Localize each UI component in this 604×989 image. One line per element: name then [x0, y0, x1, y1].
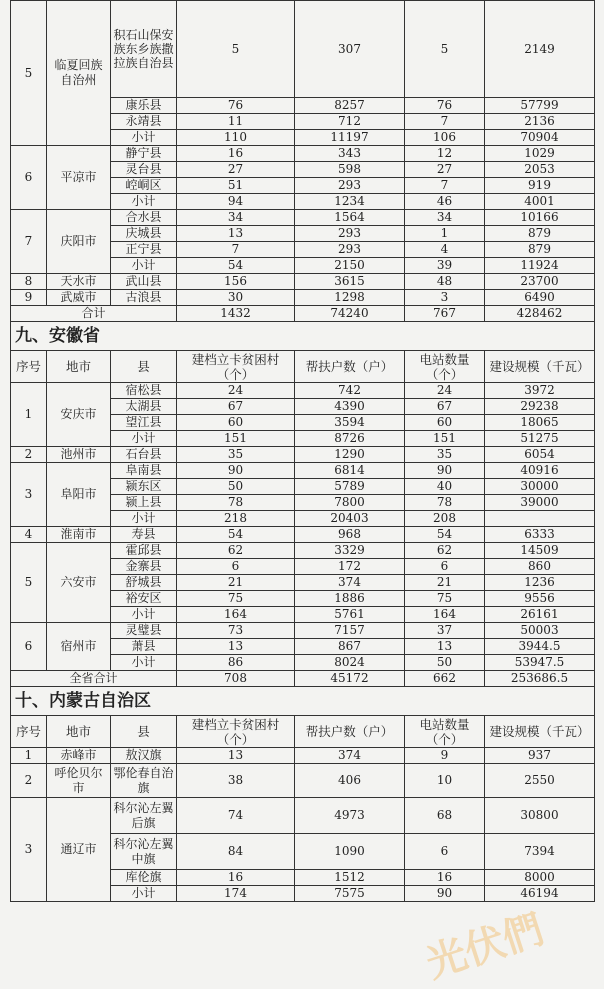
scale-cell: 2136: [485, 114, 595, 130]
households-cell: 293: [295, 242, 405, 258]
stations-cell: 39: [405, 258, 485, 274]
villages-cell: 34: [177, 210, 295, 226]
county-cell: 小计: [111, 194, 177, 210]
table-row: [11, 463, 595, 479]
stations-cell: 7: [405, 178, 485, 194]
households-cell: 1090: [295, 834, 405, 870]
scale-cell: 2149: [485, 1, 595, 98]
header-row: [11, 351, 595, 383]
scale-cell: 39000: [485, 495, 595, 511]
stations-cell: 54: [405, 527, 485, 543]
scale-cell: 1029: [485, 146, 595, 162]
households-cell: 1564: [295, 210, 405, 226]
stations-cell: 12: [405, 146, 485, 162]
villages-cell: 21: [177, 575, 295, 591]
county-cell: 金寨县: [111, 559, 177, 575]
households-cell: 4390: [295, 399, 405, 415]
villages-cell: 73: [177, 623, 295, 639]
households-cell: 7575: [295, 886, 405, 902]
county-cell: 古浪县: [111, 290, 177, 306]
header-villages: 建档立卡贫困村（个）: [177, 351, 295, 383]
scale-cell: 2053: [485, 162, 595, 178]
households-cell: 1512: [295, 870, 405, 886]
scale-cell: 50003: [485, 623, 595, 639]
table-row: [11, 290, 595, 306]
villages-cell: 16: [177, 146, 295, 162]
stations-cell: 9: [405, 748, 485, 764]
city-cell: 淮南市: [47, 527, 111, 543]
section-title-inner-mongolia: 十、内蒙古自治区: [11, 687, 595, 716]
county-cell: 静宁县: [111, 146, 177, 162]
stations-cell: 35: [405, 447, 485, 463]
households-cell: 20403: [295, 511, 405, 527]
city-cell: 池州市: [47, 447, 111, 463]
table-row: [11, 543, 595, 559]
county-cell: 永靖县: [111, 114, 177, 130]
households-cell: 7157: [295, 623, 405, 639]
section-heading-row: [11, 687, 595, 716]
stations-cell: 767: [405, 306, 485, 322]
county-cell: 阜南县: [111, 463, 177, 479]
stations-cell: 7: [405, 114, 485, 130]
row-no: 1: [11, 748, 47, 764]
header-households: 帮扶户数（户）: [295, 716, 405, 748]
stations-cell: 34: [405, 210, 485, 226]
villages-cell: 1432: [177, 306, 295, 322]
county-cell: 庆城县: [111, 226, 177, 242]
scale-cell: 26161: [485, 607, 595, 623]
table-row: [11, 527, 595, 543]
row-no: 6: [11, 623, 47, 671]
county-cell: 灵台县: [111, 162, 177, 178]
villages-cell: 51: [177, 178, 295, 194]
scale-cell: 14509: [485, 543, 595, 559]
header-no: 序号: [11, 716, 47, 748]
households-cell: 712: [295, 114, 405, 130]
county-cell: 望江县: [111, 415, 177, 431]
county-cell: 灵璧县: [111, 623, 177, 639]
stations-cell: 13: [405, 639, 485, 655]
scale-cell: 3944.5: [485, 639, 595, 655]
villages-cell: 54: [177, 527, 295, 543]
villages-cell: 11: [177, 114, 295, 130]
header-scale: 建设规模（千瓦）: [485, 716, 595, 748]
scale-cell: 29238: [485, 399, 595, 415]
row-no: 5: [11, 543, 47, 623]
county-cell: 小计: [111, 886, 177, 902]
villages-cell: 218: [177, 511, 295, 527]
households-cell: 968: [295, 527, 405, 543]
stations-cell: 208: [405, 511, 485, 527]
row-no: 9: [11, 290, 47, 306]
stations-cell: 24: [405, 383, 485, 399]
scale-cell: 46194: [485, 886, 595, 902]
stations-cell: 76: [405, 98, 485, 114]
total-label: 全省合计: [11, 671, 177, 687]
row-no: 5: [11, 1, 47, 146]
scale-cell: 8000: [485, 870, 595, 886]
households-cell: 3594: [295, 415, 405, 431]
county-cell: 正宁县: [111, 242, 177, 258]
row-no: 1: [11, 383, 47, 447]
city-cell: 宿州市: [47, 623, 111, 671]
stations-cell: 164: [405, 607, 485, 623]
total-label: 合计: [11, 306, 177, 322]
table-row: [11, 623, 595, 639]
scale-cell: 6054: [485, 447, 595, 463]
households-cell: 6814: [295, 463, 405, 479]
stations-cell: 48: [405, 274, 485, 290]
county-cell: 科尔沁左翼中旗: [111, 834, 177, 870]
county-cell: 裕安区: [111, 591, 177, 607]
county-cell: 小计: [111, 130, 177, 146]
villages-cell: 94: [177, 194, 295, 210]
stations-cell: 5: [405, 1, 485, 98]
households-cell: 867: [295, 639, 405, 655]
city-cell: 天水市: [47, 274, 111, 290]
villages-cell: 6: [177, 559, 295, 575]
households-cell: 598: [295, 162, 405, 178]
villages-cell: 38: [177, 764, 295, 798]
villages-cell: 86: [177, 655, 295, 671]
scale-cell: 70904: [485, 130, 595, 146]
table-row: [11, 274, 595, 290]
stations-cell: 21: [405, 575, 485, 591]
stations-cell: 90: [405, 463, 485, 479]
table-row: [11, 447, 595, 463]
households-cell: 1298: [295, 290, 405, 306]
table-row: [11, 210, 595, 226]
scale-cell: 51275: [485, 431, 595, 447]
villages-cell: 24: [177, 383, 295, 399]
header-county: 县: [111, 716, 177, 748]
households-cell: 8024: [295, 655, 405, 671]
households-cell: 343: [295, 146, 405, 162]
villages-cell: 7: [177, 242, 295, 258]
stations-cell: 60: [405, 415, 485, 431]
stations-cell: 27: [405, 162, 485, 178]
row-no: 4: [11, 527, 47, 543]
scale-cell: 4001: [485, 194, 595, 210]
villages-cell: 67: [177, 399, 295, 415]
county-cell: 崆峒区: [111, 178, 177, 194]
villages-cell: 76: [177, 98, 295, 114]
villages-cell: 62: [177, 543, 295, 559]
header-scale: 建设规模（千瓦）: [485, 351, 595, 383]
stations-cell: 37: [405, 623, 485, 639]
header-no: 序号: [11, 351, 47, 383]
villages-cell: 16: [177, 870, 295, 886]
scale-cell: 23700: [485, 274, 595, 290]
stations-cell: 90: [405, 886, 485, 902]
scale-cell: 937: [485, 748, 595, 764]
stations-cell: 62: [405, 543, 485, 559]
row-no: 2: [11, 764, 47, 798]
villages-cell: 13: [177, 226, 295, 242]
villages-cell: 164: [177, 607, 295, 623]
county-cell: 小计: [111, 655, 177, 671]
villages-cell: 74: [177, 798, 295, 834]
header-stations: 电站数量（个）: [405, 716, 485, 748]
scale-cell: 30800: [485, 798, 595, 834]
households-cell: 4973: [295, 798, 405, 834]
scale-cell: 53947.5: [485, 655, 595, 671]
table-row: [11, 764, 595, 798]
stations-cell: 6: [405, 834, 485, 870]
city-cell: 呼伦贝尔市: [47, 764, 111, 798]
header-households: 帮扶户数（户）: [295, 351, 405, 383]
stations-cell: 3: [405, 290, 485, 306]
households-cell: 5789: [295, 479, 405, 495]
scale-cell: 879: [485, 226, 595, 242]
households-cell: 8726: [295, 431, 405, 447]
city-cell: 临夏回族自治州: [47, 1, 111, 146]
stations-cell: 75: [405, 591, 485, 607]
county-cell: 敖汉旗: [111, 748, 177, 764]
households-cell: 2150: [295, 258, 405, 274]
row-no: 2: [11, 447, 47, 463]
households-cell: 45172: [295, 671, 405, 687]
scale-cell: 919: [485, 178, 595, 194]
watermark-logo: 光伏們: [420, 906, 550, 988]
county-cell: 小计: [111, 607, 177, 623]
county-cell: 鄂伦春自治旗: [111, 764, 177, 798]
row-no: 7: [11, 210, 47, 274]
scale-cell: 7394: [485, 834, 595, 870]
city-cell: 阜阳市: [47, 463, 111, 527]
scale-cell: 2550: [485, 764, 595, 798]
county-cell: 武山县: [111, 274, 177, 290]
households-cell: 293: [295, 178, 405, 194]
scale-cell: 30000: [485, 479, 595, 495]
households-cell: 374: [295, 748, 405, 764]
county-cell: 颍东区: [111, 479, 177, 495]
villages-cell: 13: [177, 748, 295, 764]
stations-cell: 46: [405, 194, 485, 210]
villages-cell: 13: [177, 639, 295, 655]
scale-cell: 11924: [485, 258, 595, 274]
stations-cell: 4: [405, 242, 485, 258]
scale-cell: 1236: [485, 575, 595, 591]
households-cell: 1290: [295, 447, 405, 463]
villages-cell: 84: [177, 834, 295, 870]
villages-cell: 60: [177, 415, 295, 431]
city-cell: 平凉市: [47, 146, 111, 210]
households-cell: 74240: [295, 306, 405, 322]
table-row: [11, 1, 595, 98]
city-cell: 庆阳市: [47, 210, 111, 274]
scale-cell: 428462: [485, 306, 595, 322]
villages-cell: 90: [177, 463, 295, 479]
villages-cell: 5: [177, 1, 295, 98]
villages-cell: 35: [177, 447, 295, 463]
scale-cell: [485, 511, 595, 527]
county-cell: 太湖县: [111, 399, 177, 415]
villages-cell: 78: [177, 495, 295, 511]
city-cell: 安庆市: [47, 383, 111, 447]
scale-cell: 879: [485, 242, 595, 258]
households-cell: 742: [295, 383, 405, 399]
households-cell: 172: [295, 559, 405, 575]
stations-cell: 6: [405, 559, 485, 575]
villages-cell: 151: [177, 431, 295, 447]
header-city: 地市: [47, 351, 111, 383]
households-cell: 1234: [295, 194, 405, 210]
county-cell: 积石山保安族东乡族撒拉族自治县: [111, 1, 177, 98]
households-cell: 307: [295, 1, 405, 98]
county-cell: 石台县: [111, 447, 177, 463]
stations-cell: 68: [405, 798, 485, 834]
city-cell: 武威市: [47, 290, 111, 306]
households-cell: 1886: [295, 591, 405, 607]
stations-cell: 50: [405, 655, 485, 671]
table-row: [11, 383, 595, 399]
scale-cell: 9556: [485, 591, 595, 607]
stations-cell: 1: [405, 226, 485, 242]
county-cell: 颍上县: [111, 495, 177, 511]
row-no: 8: [11, 274, 47, 290]
section-title-anhui: 九、安徽省: [11, 322, 595, 351]
total-row: [11, 671, 595, 687]
county-cell: 霍邱县: [111, 543, 177, 559]
city-cell: 赤峰市: [47, 748, 111, 764]
county-cell: 科尔沁左翼后旗: [111, 798, 177, 834]
scale-cell: 40916: [485, 463, 595, 479]
scale-cell: 860: [485, 559, 595, 575]
city-cell: 通辽市: [47, 798, 111, 902]
header-stations: 电站数量（个）: [405, 351, 485, 383]
stations-cell: 16: [405, 870, 485, 886]
poverty-pv-table: [10, 0, 595, 902]
city-cell: 六安市: [47, 543, 111, 623]
households-cell: 8257: [295, 98, 405, 114]
header-county: 县: [111, 351, 177, 383]
scale-cell: 3972: [485, 383, 595, 399]
scale-cell: 57799: [485, 98, 595, 114]
households-cell: 5761: [295, 607, 405, 623]
villages-cell: 27: [177, 162, 295, 178]
county-cell: 宿松县: [111, 383, 177, 399]
county-cell: 寿县: [111, 527, 177, 543]
county-cell: 舒城县: [111, 575, 177, 591]
scale-cell: 6333: [485, 527, 595, 543]
header-villages: 建档立卡贫困村（个）: [177, 716, 295, 748]
stations-cell: 78: [405, 495, 485, 511]
stations-cell: 67: [405, 399, 485, 415]
stations-cell: 106: [405, 130, 485, 146]
households-cell: 406: [295, 764, 405, 798]
row-no: 3: [11, 798, 47, 902]
scale-cell: 10166: [485, 210, 595, 226]
stations-cell: 151: [405, 431, 485, 447]
county-cell: 小计: [111, 511, 177, 527]
villages-cell: 110: [177, 130, 295, 146]
table-row: [11, 748, 595, 764]
households-cell: 11197: [295, 130, 405, 146]
scale-cell: 253686.5: [485, 671, 595, 687]
households-cell: 374: [295, 575, 405, 591]
scale-cell: 6490: [485, 290, 595, 306]
county-cell: 小计: [111, 258, 177, 274]
villages-cell: 30: [177, 290, 295, 306]
row-no: 6: [11, 146, 47, 210]
total-row: [11, 306, 595, 322]
households-cell: 3329: [295, 543, 405, 559]
table-row: [11, 146, 595, 162]
section-heading-row: [11, 322, 595, 351]
header-row: [11, 716, 595, 748]
households-cell: 3615: [295, 274, 405, 290]
scale-cell: 18065: [485, 415, 595, 431]
villages-cell: 75: [177, 591, 295, 607]
row-no: 3: [11, 463, 47, 527]
stations-cell: 40: [405, 479, 485, 495]
households-cell: 293: [295, 226, 405, 242]
county-cell: 小计: [111, 431, 177, 447]
stations-cell: 662: [405, 671, 485, 687]
villages-cell: 156: [177, 274, 295, 290]
header-city: 地市: [47, 716, 111, 748]
villages-cell: 174: [177, 886, 295, 902]
county-cell: 库伦旗: [111, 870, 177, 886]
stations-cell: 10: [405, 764, 485, 798]
villages-cell: 50: [177, 479, 295, 495]
county-cell: 合水县: [111, 210, 177, 226]
villages-cell: 54: [177, 258, 295, 274]
county-cell: 萧县: [111, 639, 177, 655]
county-cell: 康乐县: [111, 98, 177, 114]
households-cell: 7800: [295, 495, 405, 511]
villages-cell: 708: [177, 671, 295, 687]
table-row: [11, 798, 595, 834]
